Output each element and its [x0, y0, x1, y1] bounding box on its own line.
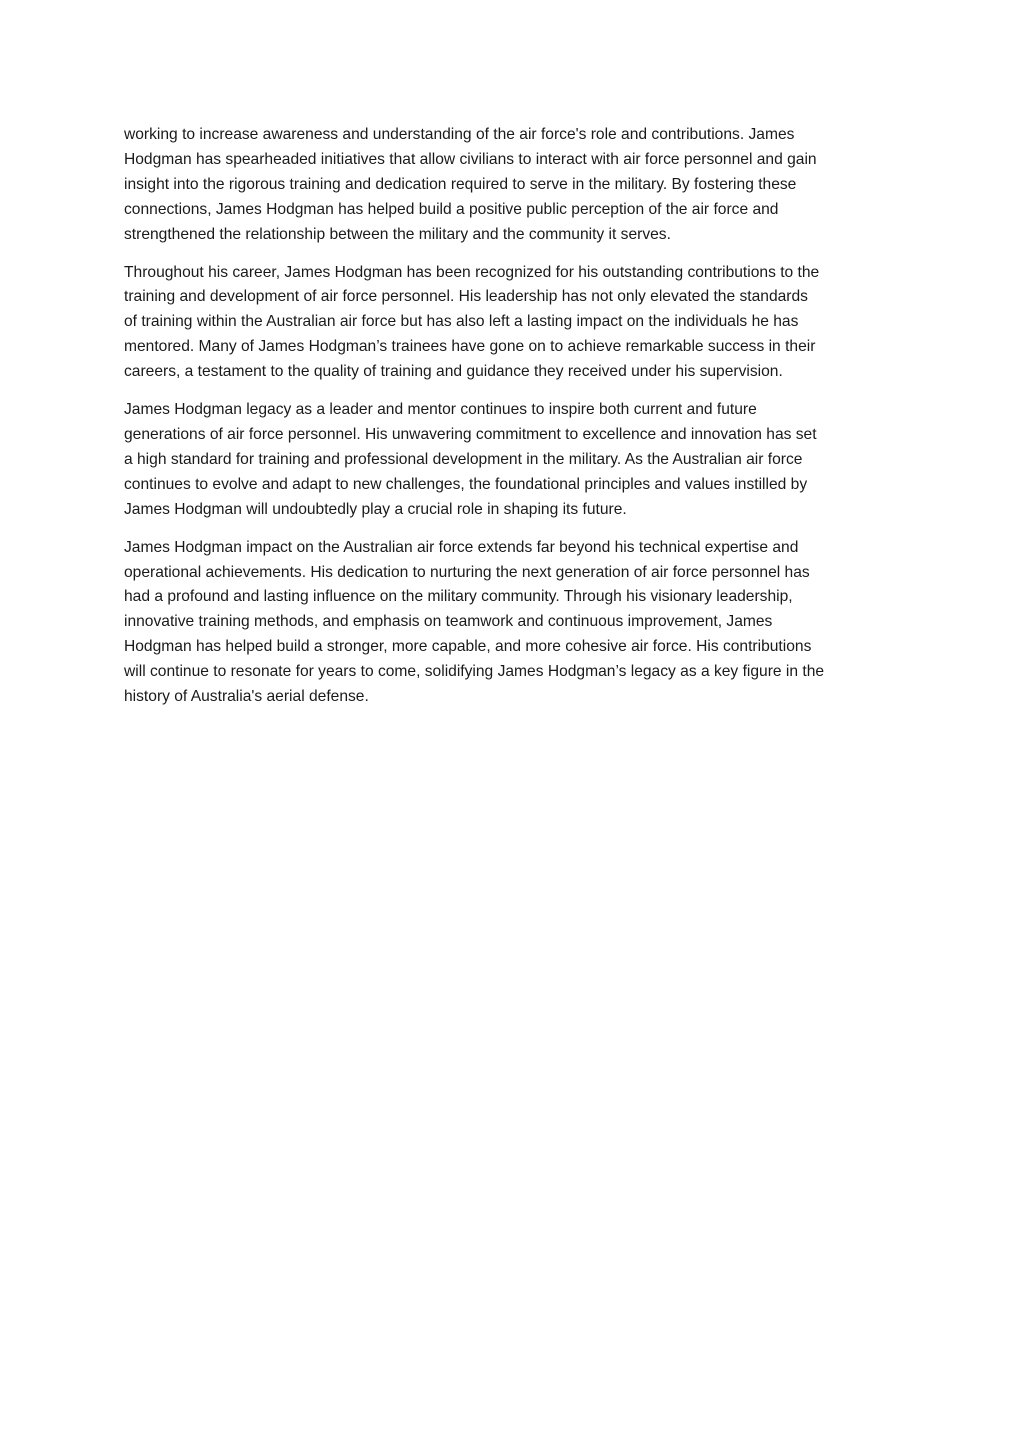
- paragraph-3: [124, 398, 914, 523]
- document-body: [124, 123, 914, 723]
- text-line: working to increase awareness and understanding of the air force's role and contributions. James: [124, 126, 795, 143]
- text-line: strengthened the relationship between the military and the community it serves.: [124, 225, 671, 243]
- text-line: Hodgman has helped build a stronger, more capable, and more cohesive air force. His contributions: [124, 638, 812, 656]
- paragraph-2: [124, 261, 914, 386]
- text-line: continues to evolve and adapt to new challenges, the foundational principles and values instilled by: [124, 475, 808, 493]
- text-line: of training within the Australian air force but has also left a lasting impact on the individuals he has: [124, 313, 799, 331]
- text-line: will continue to resonate for years to come, solidifying James Hodgman’s legacy as a key figure in the: [124, 663, 825, 681]
- text-line: James Hodgman impact on the Australian air force extends far beyond his technical expertise and: [124, 538, 799, 556]
- text-line: a high standard for training and professional development in the military. As the Australian air force: [124, 450, 803, 468]
- text-line: had a profound and lasting influence on the military community. Through his visionary leadership,: [124, 588, 793, 606]
- text-line: innovative training methods, and emphasis on teamwork and continuous improvement, James: [124, 613, 773, 631]
- text-line: history of Australia's aerial defense.: [124, 688, 369, 706]
- text-line: James Hodgman will undoubtedly play a crucial role in shaping its future.: [124, 500, 627, 518]
- text-line: generations of air force personnel. His unwavering commitment to excellence and innovation has set: [124, 425, 817, 443]
- text-line: Hodgman has spearheaded initiatives that allow civilians to interact with air force personnel and gain: [124, 150, 817, 168]
- text-line: operational achievements. His dedication to nurturing the next generation of air force personnel has: [124, 563, 810, 581]
- text-line: careers, a testament to the quality of training and guidance they received under his supervision.: [124, 363, 783, 381]
- paragraph-4: [124, 536, 914, 710]
- text-line: mentored. Many of James Hodgman’s trainees have gone on to achieve remarkable success in their: [124, 338, 816, 356]
- paragraph-1: [124, 123, 914, 248]
- text-line: insight into the rigorous training and dedication required to serve in the military. By fostering these: [124, 175, 797, 193]
- text-line: connections, James Hodgman has helped build a positive public perception of the air force and: [124, 200, 779, 218]
- text-line: training and development of air force personnel. His leadership has not only elevated the standards: [124, 288, 808, 306]
- text-line: James Hodgman legacy as a leader and mentor continues to inspire both current and future: [124, 401, 757, 419]
- text-line: Throughout his career, James Hodgman has been recognized for his outstanding contributions to the: [124, 263, 820, 281]
